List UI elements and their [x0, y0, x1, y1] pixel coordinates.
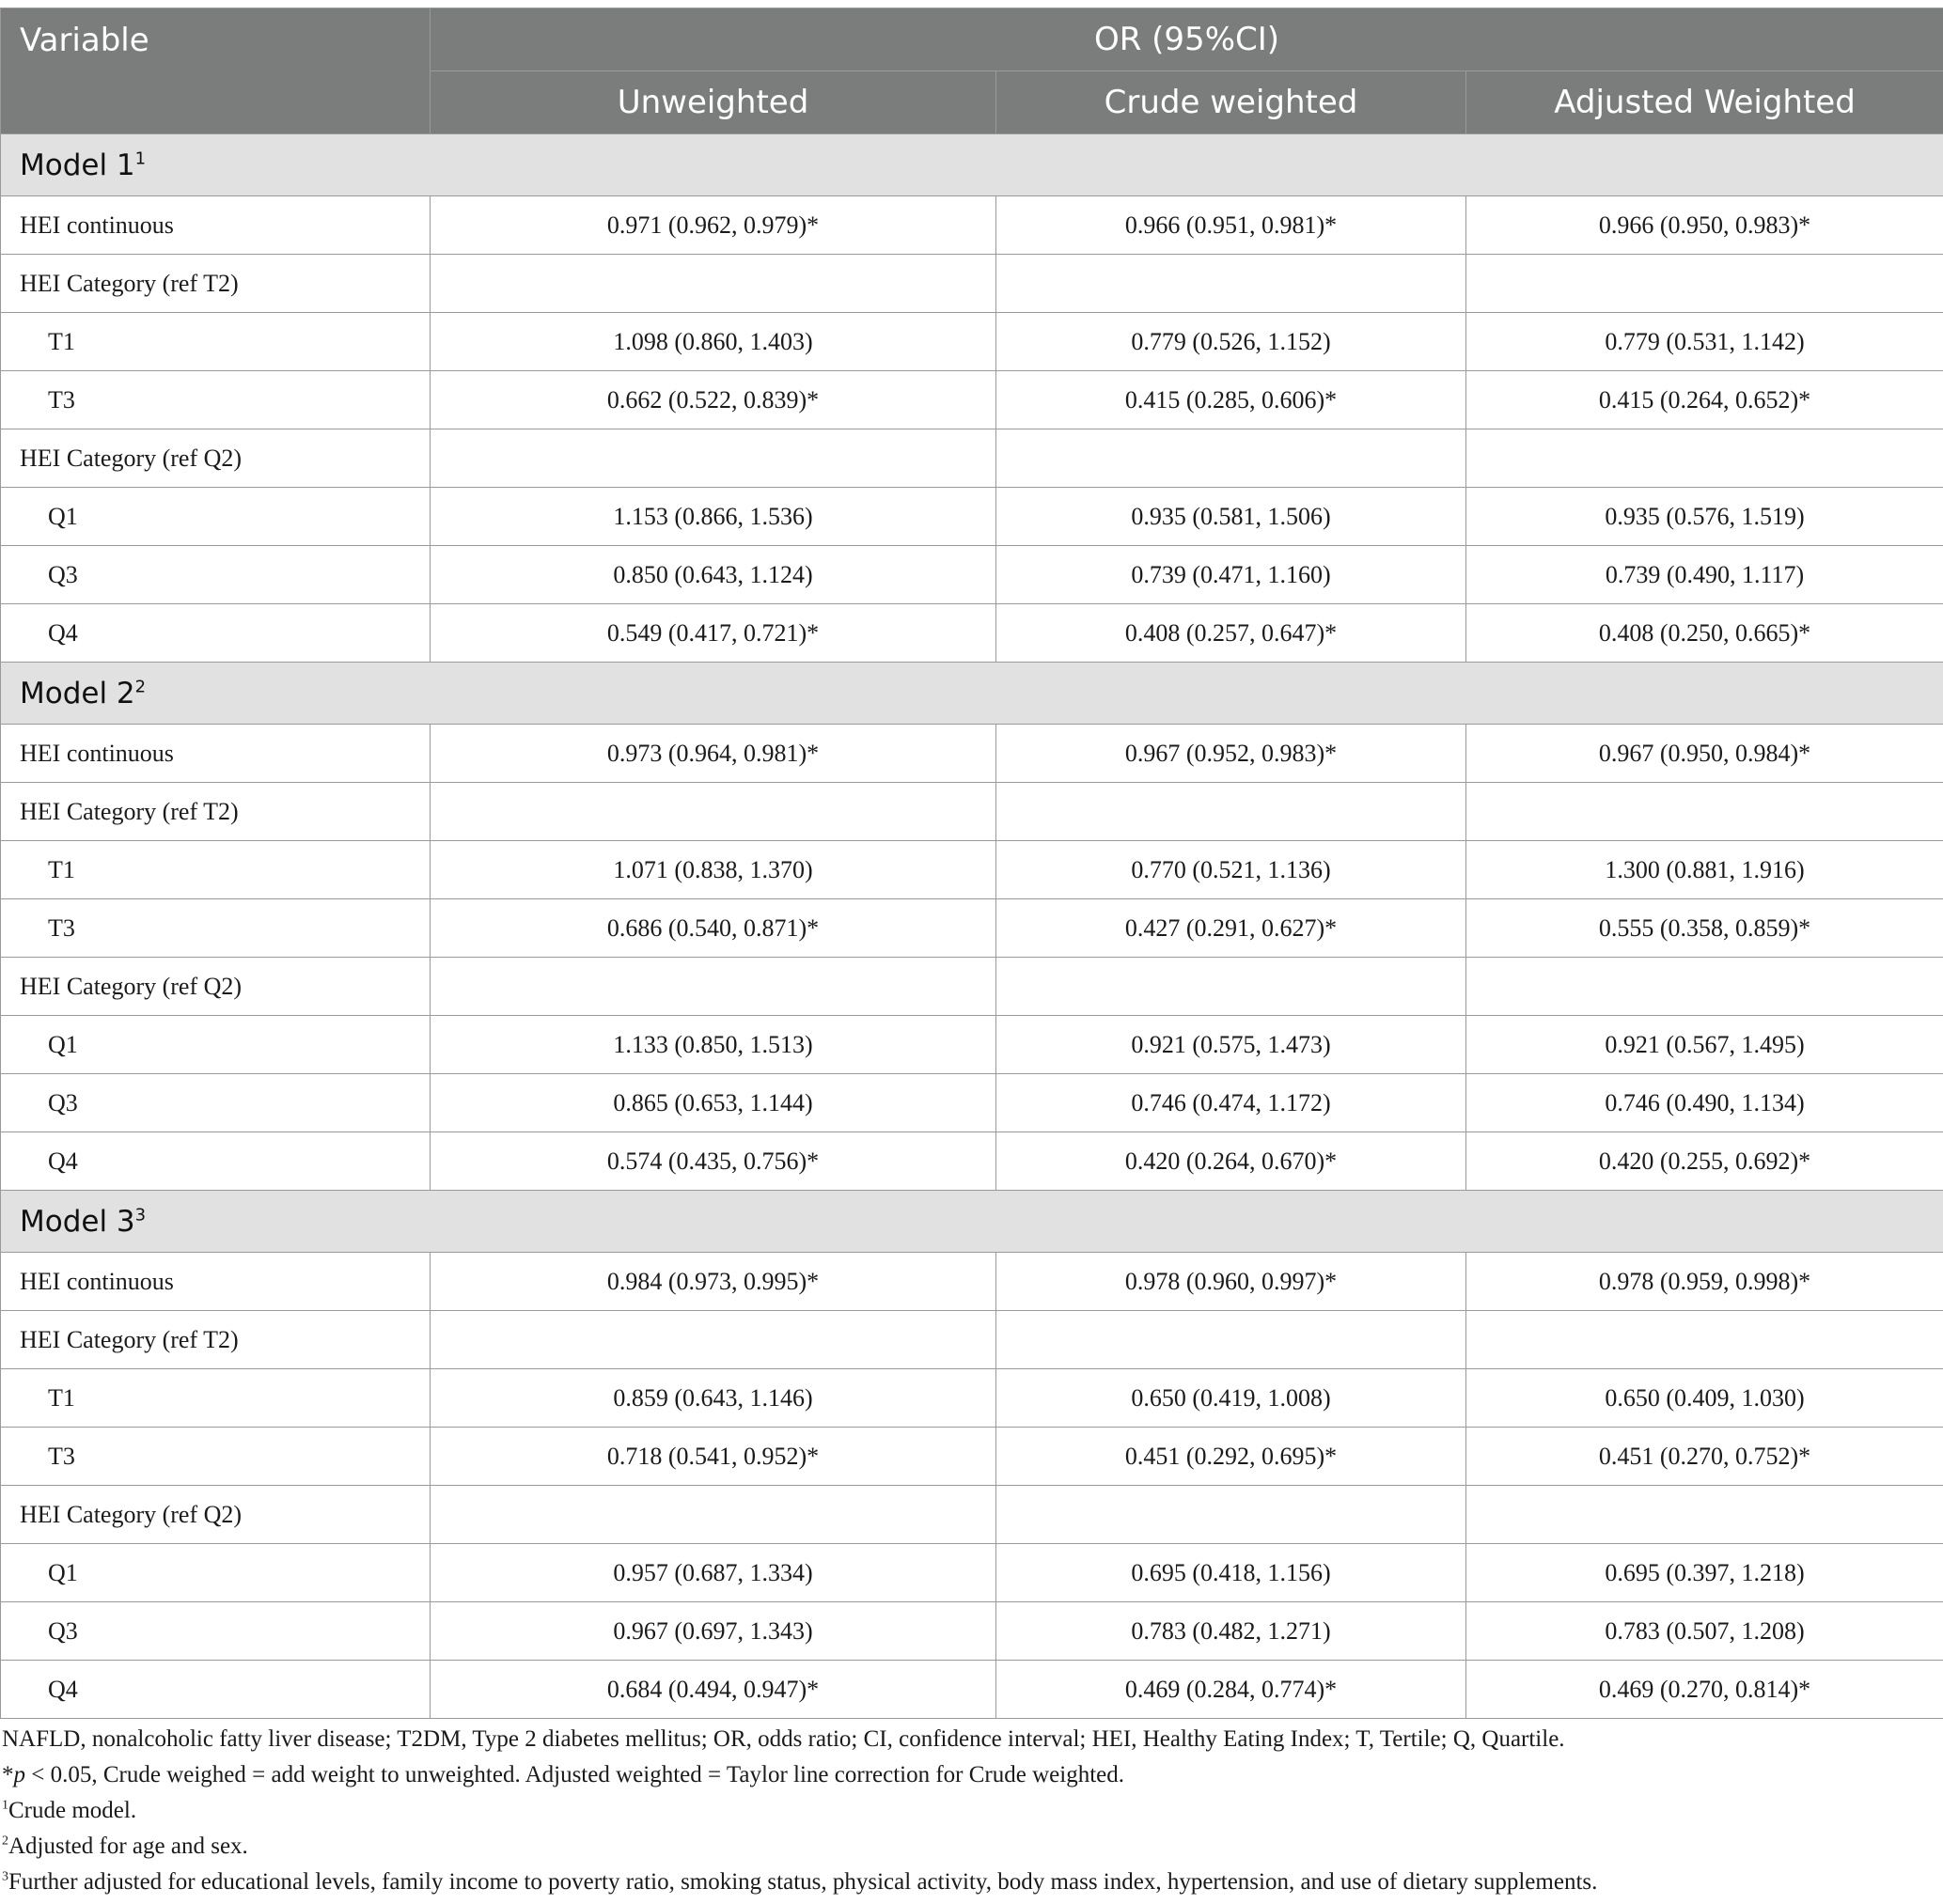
- cell-unweighted: 0.574 (0.435, 0.756)*: [431, 1132, 996, 1191]
- cell-unweighted: 0.549 (0.417, 0.721)*: [431, 604, 996, 663]
- empty-cell: [1466, 429, 1943, 488]
- cell-unweighted: 0.850 (0.643, 1.124): [431, 546, 996, 604]
- cell-unweighted: 0.686 (0.540, 0.871)*: [431, 899, 996, 958]
- cell-adjusted-weighted: 0.783 (0.507, 1.208): [1466, 1602, 1943, 1661]
- category-label: HEI Category (ref T2): [1, 783, 431, 841]
- header-variable: Variable: [1, 8, 431, 134]
- table-row: [1, 1544, 1943, 1602]
- cell-crude-weighted: 0.783 (0.482, 1.271): [996, 1602, 1466, 1661]
- row-label: T3: [1, 371, 431, 429]
- cell-unweighted: 0.957 (0.687, 1.334): [431, 1544, 996, 1602]
- footnote-2: [0, 1829, 1943, 1865]
- row-label: Q1: [1, 488, 431, 546]
- cell-crude-weighted: 0.469 (0.284, 0.774)*: [996, 1661, 1466, 1719]
- cell-adjusted-weighted: 0.935 (0.576, 1.519): [1466, 488, 1943, 546]
- footnote-significance-text: < 0.05, Crude weighed = add weight to unweighted. Adjusted weighted = Taylor line correction for Crude weighted.: [25, 1762, 1124, 1787]
- cell-adjusted-weighted: 0.739 (0.490, 1.117): [1466, 546, 1943, 604]
- cell-adjusted-weighted: 0.695 (0.397, 1.218): [1466, 1544, 1943, 1602]
- model-footnote-marker: 1: [134, 148, 147, 169]
- model-footnote-marker: 2: [134, 677, 147, 697]
- empty-cell: [431, 1486, 996, 1544]
- cell-adjusted-weighted: 0.420 (0.255, 0.692)*: [1466, 1132, 1943, 1191]
- cell-unweighted: 0.973 (0.964, 0.981)*: [431, 725, 996, 783]
- row-label: Q4: [1, 1661, 431, 1719]
- footnote-abbreviations: NAFLD, nonalcoholic fatty liver disease; T2DM, Type 2 diabetes mellitus; OR, odds ratio; CI, confidence interval; HEI, Healthy Eating Index; T, Tertile; Q, Quartile.: [2, 1726, 1565, 1752]
- table-row: [1, 1253, 1943, 1311]
- cell-crude-weighted: 0.427 (0.291, 0.627)*: [996, 899, 1466, 958]
- model-title-cell: [1, 663, 1943, 725]
- table-row: [1, 1074, 1943, 1132]
- category-header-row: [1, 783, 1943, 841]
- category-label: HEI Category (ref T2): [1, 1311, 431, 1369]
- cell-crude-weighted: 0.967 (0.952, 0.983)*: [996, 725, 1466, 783]
- category-header-row: [1, 255, 1943, 313]
- table-container: [0, 8, 1943, 1719]
- cell-crude-weighted: 0.650 (0.419, 1.008): [996, 1369, 1466, 1428]
- cell-adjusted-weighted: 0.408 (0.250, 0.665)*: [1466, 604, 1943, 663]
- cell-adjusted-weighted: 0.978 (0.959, 0.998)*: [1466, 1253, 1943, 1311]
- header-crude-weighted: Crude weighted: [996, 71, 1466, 134]
- table-row: [1, 488, 1943, 546]
- cell-crude-weighted: 0.739 (0.471, 1.160): [996, 546, 1466, 604]
- cell-crude-weighted: 0.921 (0.575, 1.473): [996, 1016, 1466, 1074]
- empty-cell: [1466, 1486, 1943, 1544]
- header-unweighted: Unweighted: [431, 71, 996, 134]
- table-row: [1, 546, 1943, 604]
- cell-crude-weighted: 0.451 (0.292, 0.695)*: [996, 1428, 1466, 1486]
- row-label: Q3: [1, 1602, 431, 1661]
- cell-crude-weighted: 0.746 (0.474, 1.172): [996, 1074, 1466, 1132]
- empty-cell: [996, 783, 1466, 841]
- model-footnote-marker: 3: [134, 1205, 147, 1225]
- table-row: [1, 1132, 1943, 1191]
- model-title-cell: [1, 134, 1943, 196]
- category-header-row: [1, 1311, 1943, 1369]
- model-title: Model 1: [20, 148, 135, 182]
- empty-cell: [1466, 255, 1943, 313]
- odds-ratio-table: [0, 8, 1943, 1719]
- category-label: HEI Category (ref Q2): [1, 1486, 431, 1544]
- row-label: T3: [1, 899, 431, 958]
- table-row: [1, 604, 1943, 663]
- cell-unweighted: 1.098 (0.860, 1.403): [431, 313, 996, 371]
- empty-cell: [996, 429, 1466, 488]
- cell-unweighted: 0.967 (0.697, 1.343): [431, 1602, 996, 1661]
- cell-crude-weighted: 0.420 (0.264, 0.670)*: [996, 1132, 1466, 1191]
- table-row: [1, 313, 1943, 371]
- row-label: Q1: [1, 1016, 431, 1074]
- footnote-1-text: Crude model.: [8, 1798, 137, 1823]
- row-label: T3: [1, 1428, 431, 1486]
- table-row: [1, 1016, 1943, 1074]
- row-label: HEI continuous: [1, 1253, 431, 1311]
- footnote-3-text: Further adjusted for educational levels, family income to poverty ratio, smoking status, physical activity, body mass index, hypertension, and use of dietary supplements.: [8, 1869, 1598, 1895]
- table-row: [1, 1661, 1943, 1719]
- cell-unweighted: 1.133 (0.850, 1.513): [431, 1016, 996, 1074]
- model-title: Model 3: [20, 1204, 135, 1239]
- cell-unweighted: 1.153 (0.866, 1.536): [431, 488, 996, 546]
- category-label: HEI Category (ref Q2): [1, 958, 431, 1016]
- cell-crude-weighted: 0.779 (0.526, 1.152): [996, 313, 1466, 371]
- cell-adjusted-weighted: 0.469 (0.270, 0.814)*: [1466, 1661, 1943, 1719]
- empty-cell: [431, 1311, 996, 1369]
- footnote-2-text: Adjusted for age and sex.: [8, 1834, 248, 1859]
- model-header-row: [1, 663, 1943, 725]
- row-label: Q3: [1, 546, 431, 604]
- table-row: [1, 841, 1943, 899]
- table-row: [1, 899, 1943, 958]
- table-row: [1, 1428, 1943, 1486]
- cell-unweighted: 0.984 (0.973, 0.995)*: [431, 1253, 996, 1311]
- table-footnotes: [0, 1722, 1943, 1900]
- cell-unweighted: 0.718 (0.541, 0.952)*: [431, 1428, 996, 1486]
- table-row: [1, 1602, 1943, 1661]
- cell-crude-weighted: 0.408 (0.257, 0.647)*: [996, 604, 1466, 663]
- category-header-row: [1, 958, 1943, 1016]
- empty-cell: [996, 1486, 1466, 1544]
- footnote-p: p: [13, 1762, 25, 1787]
- category-header-row: [1, 1486, 1943, 1544]
- footnote-3: [0, 1865, 1943, 1900]
- empty-cell: [1466, 1311, 1943, 1369]
- cell-adjusted-weighted: 0.967 (0.950, 0.984)*: [1466, 725, 1943, 783]
- row-label: Q4: [1, 604, 431, 663]
- cell-crude-weighted: 0.415 (0.285, 0.606)*: [996, 371, 1466, 429]
- empty-cell: [996, 255, 1466, 313]
- row-label: HEI continuous: [1, 725, 431, 783]
- empty-cell: [431, 255, 996, 313]
- category-label: HEI Category (ref Q2): [1, 429, 431, 488]
- cell-crude-weighted: 0.935 (0.581, 1.506): [996, 488, 1466, 546]
- footnote-1: [0, 1793, 1943, 1829]
- empty-cell: [431, 958, 996, 1016]
- model-header-row: [1, 134, 1943, 196]
- footnote-1-marker: 1: [2, 1798, 8, 1813]
- empty-cell: [996, 1311, 1466, 1369]
- header-or-group: OR (95%CI): [431, 8, 1943, 71]
- footnote-2-marker: 2: [2, 1834, 8, 1849]
- cell-adjusted-weighted: 0.921 (0.567, 1.495): [1466, 1016, 1943, 1074]
- cell-unweighted: 0.971 (0.962, 0.979)*: [431, 196, 996, 255]
- model-header-row: [1, 1191, 1943, 1253]
- row-label: T1: [1, 1369, 431, 1428]
- category-label: HEI Category (ref T2): [1, 255, 431, 313]
- empty-cell: [431, 783, 996, 841]
- cell-adjusted-weighted: 0.415 (0.264, 0.652)*: [1466, 371, 1943, 429]
- empty-cell: [431, 429, 996, 488]
- cell-crude-weighted: 0.695 (0.418, 1.156): [996, 1544, 1466, 1602]
- footnote-3-marker: 3: [2, 1869, 8, 1884]
- cell-adjusted-weighted: 0.966 (0.950, 0.983)*: [1466, 196, 1943, 255]
- cell-unweighted: 1.071 (0.838, 1.370): [431, 841, 996, 899]
- row-label: T1: [1, 841, 431, 899]
- cell-unweighted: 0.684 (0.494, 0.947)*: [431, 1661, 996, 1719]
- empty-cell: [1466, 958, 1943, 1016]
- row-label: HEI continuous: [1, 196, 431, 255]
- table-row: [1, 725, 1943, 783]
- cell-unweighted: 0.865 (0.653, 1.144): [431, 1074, 996, 1132]
- model-title: Model 2: [20, 676, 135, 710]
- table-body: [1, 134, 1943, 1719]
- cell-adjusted-weighted: 0.451 (0.270, 0.752)*: [1466, 1428, 1943, 1486]
- category-header-row: [1, 429, 1943, 488]
- cell-unweighted: 0.662 (0.522, 0.839)*: [431, 371, 996, 429]
- cell-unweighted: 0.859 (0.643, 1.146): [431, 1369, 996, 1428]
- empty-cell: [1466, 783, 1943, 841]
- cell-crude-weighted: 0.978 (0.960, 0.997)*: [996, 1253, 1466, 1311]
- footnote-star: *: [2, 1762, 14, 1787]
- header-adjusted-weighted: Adjusted Weighted: [1466, 71, 1943, 134]
- cell-adjusted-weighted: 0.650 (0.409, 1.030): [1466, 1369, 1943, 1428]
- cell-crude-weighted: 0.966 (0.951, 0.981)*: [996, 196, 1466, 255]
- cell-adjusted-weighted: 0.746 (0.490, 1.134): [1466, 1074, 1943, 1132]
- row-label: T1: [1, 313, 431, 371]
- cell-adjusted-weighted: 0.555 (0.358, 0.859)*: [1466, 899, 1943, 958]
- table-row: [1, 1369, 1943, 1428]
- cell-adjusted-weighted: 1.300 (0.881, 1.916): [1466, 841, 1943, 899]
- table-row: [1, 371, 1943, 429]
- row-label: Q3: [1, 1074, 431, 1132]
- row-label: Q4: [1, 1132, 431, 1191]
- empty-cell: [996, 958, 1466, 1016]
- row-label: Q1: [1, 1544, 431, 1602]
- cell-crude-weighted: 0.770 (0.521, 1.136): [996, 841, 1466, 899]
- cell-adjusted-weighted: 0.779 (0.531, 1.142): [1466, 313, 1943, 371]
- footnote-significance: [0, 1757, 1943, 1793]
- model-title-cell: [1, 1191, 1943, 1253]
- table-row: [1, 196, 1943, 255]
